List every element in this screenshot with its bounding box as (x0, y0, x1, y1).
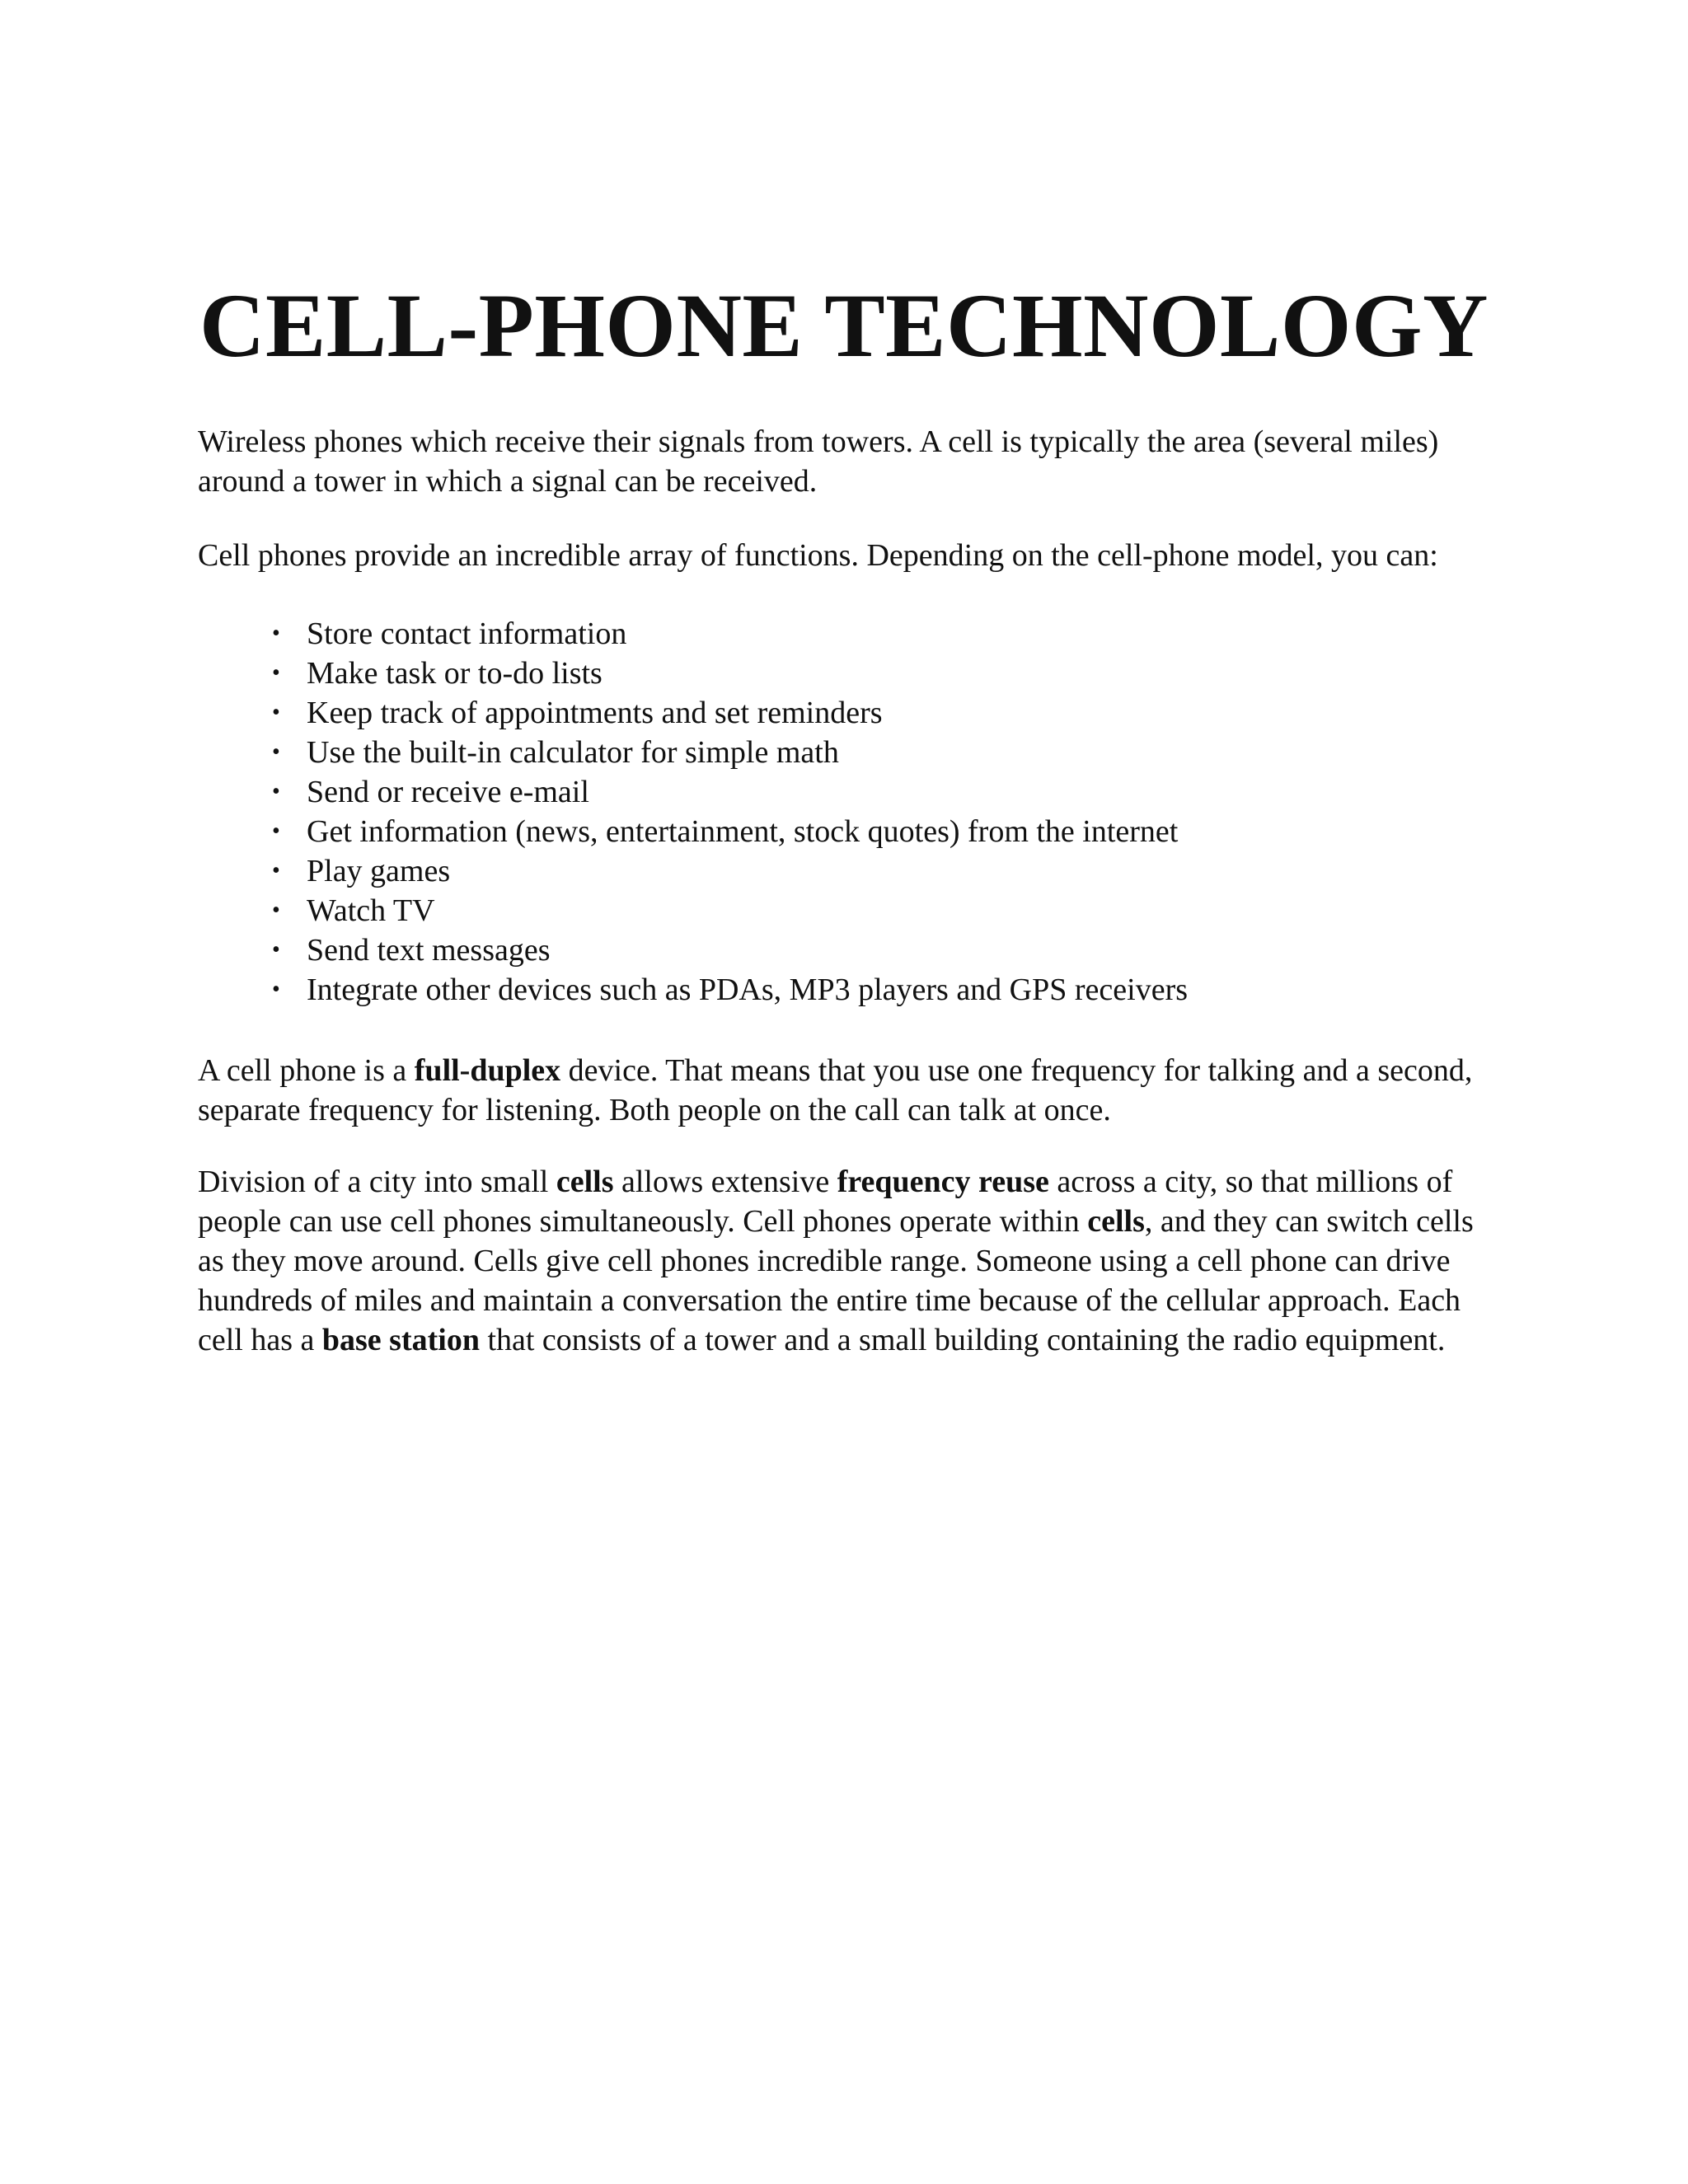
bullet-icon: • (272, 818, 280, 844)
bullet-icon: • (272, 621, 280, 646)
list-item-text: Store contact information (307, 616, 627, 651)
list-item (272, 693, 1188, 733)
page-title: CELL-PHONE TECHNOLOGY (199, 275, 1489, 376)
cells-text: across a city, so that millions of people can use cell phones simultaneously. Cell phones operate within (198, 1165, 1453, 1239)
cells-text: , and they can switch cells as they move around. Cells give cell phones incredible range. Someone using a cell phone can drive hundreds of miles and maintain a conversation the entire time because of the cellular approach. Each cell has a (198, 1204, 1474, 1357)
list-item (272, 970, 1188, 1010)
list-item (272, 614, 1188, 654)
functions-list (272, 614, 1188, 1010)
bullet-icon: • (272, 898, 280, 923)
list-item (272, 851, 1188, 891)
functions-intro-paragraph: Cell phones provide an incredible array of functions. Depending on the cell-phone model, you can: (198, 538, 1438, 573)
cells-term: cells (1087, 1204, 1145, 1239)
bullet-icon: • (272, 977, 280, 1002)
bullet-icon: • (272, 660, 280, 686)
cells-text: allows extensive (613, 1165, 837, 1199)
frequency-reuse-term: frequency reuse (837, 1165, 1049, 1199)
list-item (272, 733, 1188, 772)
base-station-term: base station (321, 1323, 480, 1357)
duplex-text: A cell phone is a (198, 1053, 415, 1088)
list-item-text: Make task or to-do lists (307, 656, 603, 691)
list-item-text: Integrate other devices such as PDAs, MP3 players and GPS receivers (307, 972, 1189, 1007)
duplex-term: full-duplex (414, 1053, 561, 1088)
list-item (272, 812, 1188, 851)
list-item-text: Send or receive e-mail (307, 775, 589, 809)
list-item-text: Play games (307, 854, 451, 888)
list-item-text: Watch TV (307, 893, 435, 928)
bullet-icon: • (272, 779, 280, 804)
duplex-text: device. That means that you use one frequency for talking and a second, separate frequency for listening. Both people on the call can talk at once. (198, 1053, 1473, 1127)
full-duplex-paragraph (198, 1051, 1492, 1130)
bullet-icon: • (272, 739, 280, 765)
cells-term: cells (556, 1165, 614, 1199)
bullet-icon: • (272, 700, 280, 725)
cells-text: Division of a city into small (198, 1165, 556, 1199)
list-item-text: Send text messages (307, 933, 551, 968)
list-item (272, 930, 1188, 970)
list-item-text: Use the built-in calculator for simple math (307, 735, 839, 770)
bullet-icon: • (272, 858, 280, 883)
list-item-text: Get information (news, entertainment, stock quotes) from the internet (307, 814, 1179, 849)
cells-text: that consists of a tower and a small building containing the radio equipment. (479, 1323, 1446, 1357)
list-item (272, 891, 1188, 930)
intro-paragraph: Wireless phones which receive their signals from towers. A cell is typically the area (several miles) around a tower in which a signal can be received. (198, 424, 1439, 499)
list-item (272, 654, 1188, 693)
bullet-icon: • (272, 937, 280, 963)
cells-paragraph (198, 1162, 1492, 1360)
list-item (272, 772, 1188, 812)
list-item-text: Keep track of appointments and set reminders (307, 696, 883, 730)
